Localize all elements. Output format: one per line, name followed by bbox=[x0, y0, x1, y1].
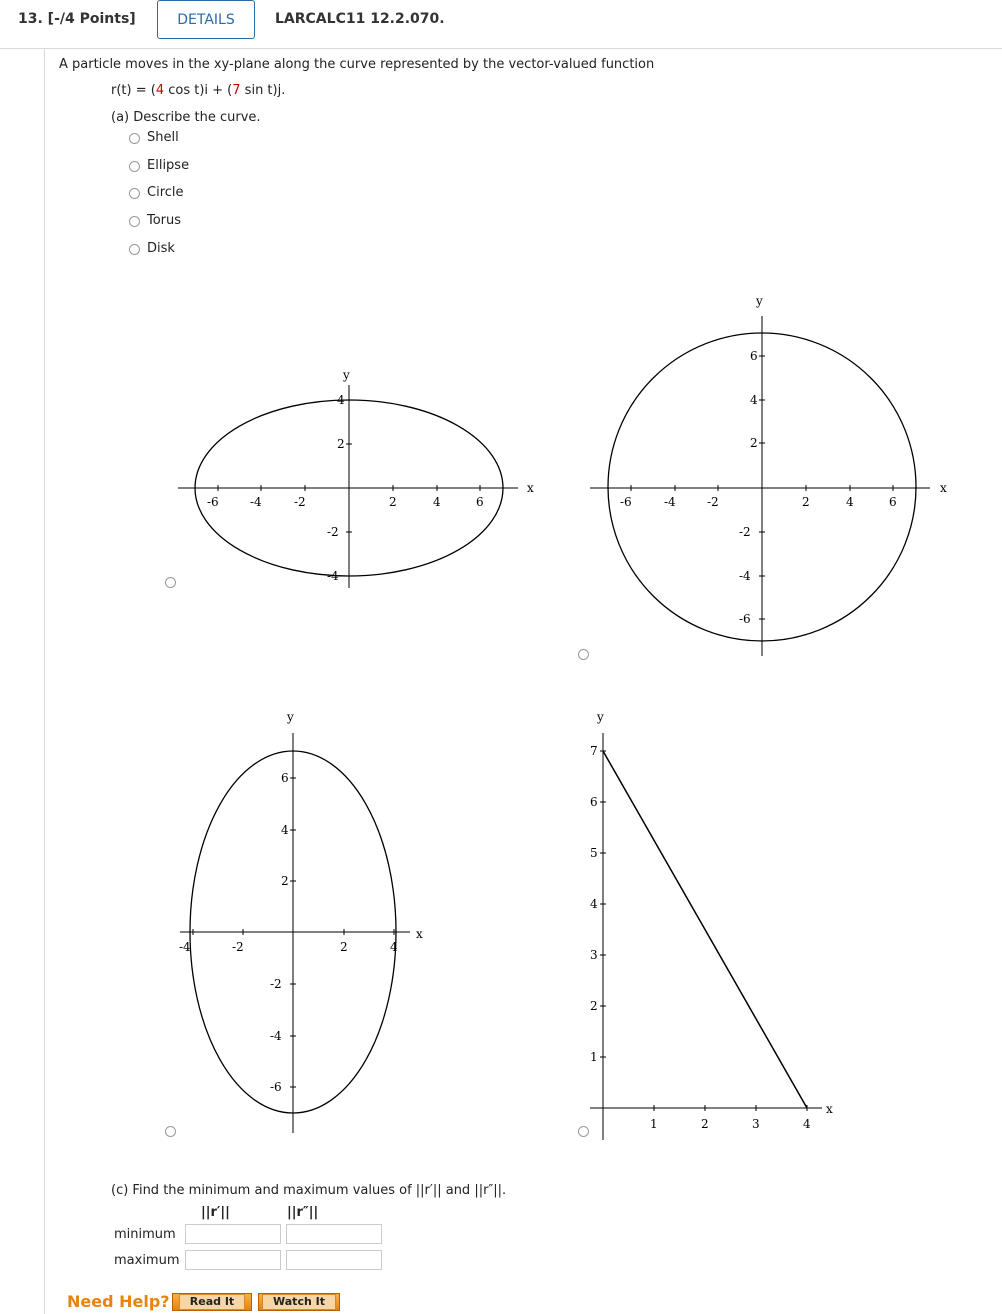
g2-xtick: 6 bbox=[889, 495, 897, 509]
max-r-prime-input[interactable] bbox=[185, 1250, 281, 1270]
g3-xtick: -4 bbox=[179, 940, 191, 954]
need-help-label: Need Help? bbox=[67, 1292, 170, 1311]
graph-2 bbox=[590, 294, 947, 656]
g2-xtick: 4 bbox=[846, 495, 854, 509]
option-circle-label: Circle bbox=[147, 185, 184, 200]
option-torus-label: Torus bbox=[147, 213, 182, 228]
g3-ytick: -6 bbox=[270, 1080, 282, 1094]
function-y: sin t)j. bbox=[240, 83, 286, 98]
g1-y-label: y bbox=[343, 368, 350, 382]
g4-ytick: 6 bbox=[590, 795, 598, 809]
g4-ytick: 2 bbox=[590, 999, 598, 1013]
g2-ytick: 2 bbox=[750, 436, 758, 450]
g3-ytick: 2 bbox=[281, 874, 289, 888]
radio-ellipse[interactable] bbox=[129, 161, 140, 172]
g2-ytick: -6 bbox=[739, 612, 751, 626]
g4-xtick: 2 bbox=[701, 1117, 709, 1131]
min-r-double-prime-input[interactable] bbox=[286, 1224, 382, 1244]
graph-4 bbox=[590, 710, 833, 1140]
option-disk-label: Disk bbox=[147, 241, 175, 256]
max-r-double-prime-input[interactable] bbox=[286, 1250, 382, 1270]
g3-ytick: -2 bbox=[270, 977, 282, 991]
g3-ytick: -4 bbox=[270, 1029, 282, 1043]
part-c-prompt: (c) Find the minimum and maximum values of ||r′|| and ||r″||. bbox=[111, 1183, 507, 1198]
g1-xtick: 2 bbox=[389, 495, 397, 509]
g4-xtick: 1 bbox=[650, 1117, 658, 1131]
graph-1 bbox=[178, 368, 534, 588]
g3-x-label: x bbox=[416, 927, 423, 941]
radio-circle[interactable] bbox=[129, 188, 140, 199]
option-shell-label: Shell bbox=[147, 130, 179, 145]
g1-ytick: 4 bbox=[337, 393, 345, 407]
part-a-prompt: (a) Describe the curve. bbox=[111, 110, 261, 125]
g2-ytick: -4 bbox=[739, 569, 751, 583]
g1-xtick: -2 bbox=[294, 495, 306, 509]
g1-xtick: 4 bbox=[433, 495, 441, 509]
g2-xtick: -2 bbox=[707, 495, 719, 509]
g4-y-label: y bbox=[597, 710, 604, 724]
g1-ytick: -4 bbox=[327, 569, 339, 583]
g4-ytick: 7 bbox=[590, 744, 598, 758]
g4-ytick: 5 bbox=[590, 846, 598, 860]
option-ellipse-label: Ellipse bbox=[147, 158, 190, 173]
g2-xtick: 2 bbox=[802, 495, 810, 509]
radio-graph-3[interactable] bbox=[165, 1126, 176, 1137]
g1-curve bbox=[195, 400, 503, 576]
g1-ytick: -2 bbox=[327, 525, 339, 539]
g1-xtick: -4 bbox=[250, 495, 262, 509]
row-label-minimum: minimum bbox=[114, 1227, 176, 1242]
watch-it-button[interactable] bbox=[258, 1293, 340, 1311]
g3-curve bbox=[190, 751, 396, 1113]
watch-it-label: Watch It bbox=[262, 1294, 336, 1310]
g1-xtick: -6 bbox=[207, 495, 219, 509]
g1-x-label: x bbox=[527, 481, 534, 495]
g3-xtick: 4 bbox=[390, 940, 398, 954]
g4-curve bbox=[603, 751, 807, 1108]
g2-x-label: x bbox=[940, 481, 947, 495]
radio-disk[interactable] bbox=[129, 244, 140, 255]
vector-function bbox=[111, 83, 285, 98]
question-header bbox=[0, 0, 1002, 49]
g2-y-label: y bbox=[756, 294, 763, 308]
g2-xtick: -4 bbox=[664, 495, 676, 509]
g3-xtick: 2 bbox=[340, 940, 348, 954]
radio-torus[interactable] bbox=[129, 216, 140, 227]
row-label-maximum: maximum bbox=[114, 1253, 180, 1268]
read-it-label: Read It bbox=[179, 1294, 245, 1310]
g4-ytick: 4 bbox=[590, 897, 598, 911]
left-divider bbox=[44, 49, 45, 1314]
g4-ytick: 3 bbox=[590, 948, 598, 962]
coef-y: 7 bbox=[232, 83, 241, 98]
col-header-r-double-prime: ||r″|| bbox=[287, 1205, 319, 1220]
coef-x: 4 bbox=[155, 83, 165, 98]
g3-y-label: y bbox=[287, 710, 294, 724]
g2-xtick: -6 bbox=[620, 495, 632, 509]
graph-3 bbox=[179, 710, 423, 1133]
question-number: 13. [-/4 Points] bbox=[18, 11, 136, 27]
radio-graph-2[interactable] bbox=[578, 649, 589, 660]
g3-xtick: -2 bbox=[232, 940, 244, 954]
g3-ytick: 6 bbox=[281, 771, 289, 785]
g1-ytick: 2 bbox=[337, 437, 345, 451]
radio-shell[interactable] bbox=[129, 133, 140, 144]
g2-ytick: 6 bbox=[750, 349, 758, 363]
radio-graph-1[interactable] bbox=[165, 577, 176, 588]
g4-xtick: 4 bbox=[803, 1117, 811, 1131]
g2-curve bbox=[608, 333, 916, 641]
details-button[interactable]: DETAILS bbox=[157, 0, 255, 39]
function-x: cos t)i + ( bbox=[164, 83, 233, 98]
g4-ytick: 1 bbox=[590, 1050, 598, 1064]
problem-code: LARCALC11 12.2.070. bbox=[275, 11, 445, 27]
min-r-prime-input[interactable] bbox=[185, 1224, 281, 1244]
radio-graph-4[interactable] bbox=[578, 1126, 589, 1137]
g4-x-label: x bbox=[826, 1102, 833, 1116]
g2-ytick: 4 bbox=[750, 393, 758, 407]
problem-intro: A particle moves in the xy-plane along the curve represented by the vector-valued function bbox=[59, 57, 655, 72]
col-header-r-prime: ||r′|| bbox=[201, 1205, 230, 1220]
g1-xtick: 6 bbox=[476, 495, 484, 509]
g3-ytick: 4 bbox=[281, 823, 289, 837]
g4-xtick: 3 bbox=[752, 1117, 760, 1131]
g2-ytick: -2 bbox=[739, 525, 751, 539]
read-it-button[interactable] bbox=[172, 1293, 252, 1311]
function-prefix: r(t) = ( bbox=[111, 83, 156, 98]
